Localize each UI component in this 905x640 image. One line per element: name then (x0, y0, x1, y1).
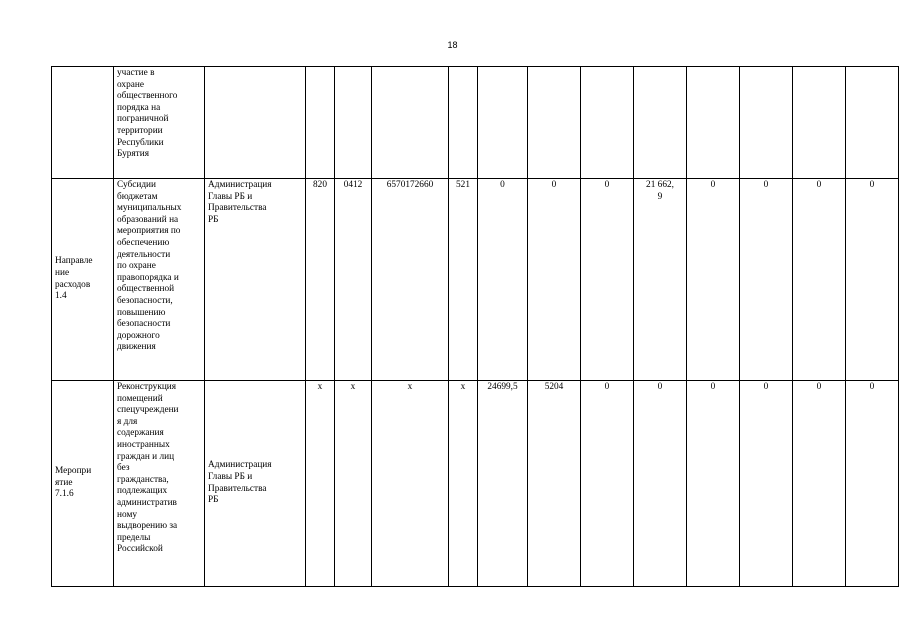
value-cell: 0412 (335, 179, 372, 381)
value-cell: x (372, 381, 449, 587)
value-cell: 0 (740, 179, 793, 381)
value-cell (687, 67, 740, 179)
description-cell: Реконструкция помещений спецучреждени я для содержания иностранных граждан и лиц без гражданства, подлежащих административ ному выдворению за пределы Российской (114, 381, 205, 587)
value-cell (449, 67, 478, 179)
value-cell (335, 67, 372, 179)
description-cell: Субсидии бюджетам муниципальных образований на мероприятия по обеспечению деятельности по охране правопорядка и общественной безопасности, повышению безопасности дорожного движения (114, 179, 205, 381)
value-cell: x (449, 381, 478, 587)
administrator-cell: Администрация Главы РБ и Правительства РБ (205, 179, 306, 381)
value-cell (478, 67, 528, 179)
value-cell (846, 67, 899, 179)
value-cell: 820 (306, 179, 335, 381)
value-cell (740, 67, 793, 179)
value-cell: 21 662, 9 (634, 179, 687, 381)
value-cell: 0 (846, 179, 899, 381)
value-cell: 0 (846, 381, 899, 587)
value-cell: 0 (687, 179, 740, 381)
value-cell (581, 67, 634, 179)
value-cell (306, 67, 335, 179)
value-cell: 0 (478, 179, 528, 381)
value-cell: 521 (449, 179, 478, 381)
administrator-cell (205, 67, 306, 179)
value-cell: 0 (634, 381, 687, 587)
value-cell: 24699,5 (478, 381, 528, 587)
value-cell (528, 67, 581, 179)
value-cell: 6570172660 (372, 179, 449, 381)
budget-table (51, 66, 899, 587)
value-cell (372, 67, 449, 179)
page-number: 18 (447, 40, 458, 50)
row-label-cell (52, 67, 114, 179)
table-row (52, 179, 899, 381)
table-row (52, 381, 899, 587)
administrator-cell: Администрация Главы РБ и Правительства РБ (205, 381, 306, 587)
value-cell: 0 (687, 381, 740, 587)
value-cell (634, 67, 687, 179)
value-cell: 0 (528, 179, 581, 381)
value-cell: x (335, 381, 372, 587)
value-cell: 0 (581, 381, 634, 587)
value-cell: x (306, 381, 335, 587)
value-cell: 0 (793, 381, 846, 587)
value-cell: 0 (793, 179, 846, 381)
value-cell: 5204 (528, 381, 581, 587)
table-row (52, 67, 899, 179)
description-cell: участие в охране общественного порядка на пограничной территории Республики Бурятия (114, 67, 205, 179)
row-label-cell: Меропри ятие 7.1.6 (52, 381, 114, 587)
value-cell: 0 (740, 381, 793, 587)
row-label-cell: Направле ние расходов 1.4 (52, 179, 114, 381)
value-cell (793, 67, 846, 179)
value-cell: 0 (581, 179, 634, 381)
